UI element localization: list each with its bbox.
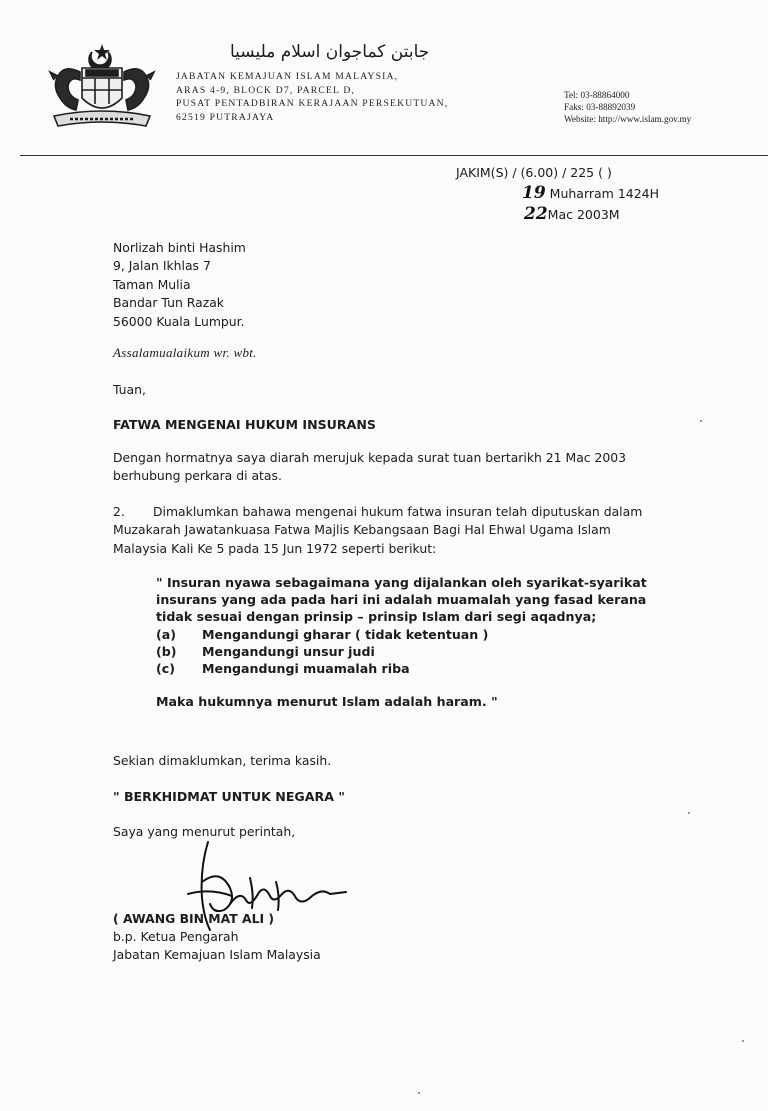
hijri-date: [456, 183, 659, 204]
signatory-block: [113, 910, 321, 965]
recipient-line: Norlizah binti Hashim: [113, 240, 246, 255]
letterhead-line: 62519 PUTRAJAYA: [176, 111, 275, 123]
quote-item: [156, 643, 660, 660]
scan-speck: [688, 812, 690, 814]
hijri-month-year: Muharram 1424H: [549, 186, 660, 201]
reference-block: [456, 163, 659, 225]
signatory-department: Jabatan Kemajuan Islam Malaysia: [113, 947, 321, 963]
gregorian-date: [456, 204, 659, 225]
quote-item: [156, 626, 660, 643]
coat-of-arms-logo: [40, 42, 164, 132]
recipient-address: [113, 239, 246, 331]
scan-speck: [700, 420, 702, 422]
quote-intro: " Insuran nyawa sebagaimana yang dijalankan oleh syarikat-syarikat insurans yang ada pada hari ini adalah muamalah yang fasad kerana tidak sesuai dengan prinsip – prinsip Islam dari segi aqadnya;: [156, 575, 647, 625]
motto: " BERKHIDMAT UNTUK NEGARA ": [113, 789, 345, 804]
subject-heading: FATWA MENGENAI HUKUM INSURANS: [113, 417, 376, 432]
letterhead-divider: [20, 155, 768, 156]
salutation: Tuan,: [113, 382, 146, 397]
recipient-line: 9, Jalan Ikhlas 7: [113, 258, 211, 274]
signatory-role: b.p. Ketua Pengarah: [113, 929, 239, 945]
paragraph-1: Dengan hormatnya saya diarah merujuk kepada surat tuan bertarikh 21 Mac 2003 berhubung perkara di atas.: [113, 450, 627, 484]
letterhead-address: [176, 70, 448, 124]
gregorian-day-handwritten: 22: [524, 204, 548, 224]
quote-item: [156, 660, 660, 677]
contact-fax: Faks: 03-88892039: [564, 102, 636, 112]
scan-speck: [742, 1040, 744, 1042]
letterhead-line: PUSAT PENTADBIRAN KERAJAAN PERSEKUTUAN,: [176, 98, 449, 109]
letterhead-line: JABATAN KEMAJUAN ISLAM MALAYSIA,: [176, 71, 399, 82]
paragraph-number: 2.: [113, 504, 125, 519]
paragraph-2: [113, 503, 663, 558]
hijri-day-handwritten: 19: [522, 183, 546, 203]
closing-line: Sekian dimaklumkan, terima kasih.: [113, 753, 332, 768]
letterhead-line: ARAS 4-9, BLOCK D7, PARCEL D,: [176, 84, 356, 96]
quote-conclusion: Maka hukumnya menurut Islam adalah haram. ": [156, 694, 498, 710]
item-text: Mengandungi gharar ( tidak ketentuan ): [202, 626, 489, 642]
file-number: JAKIM(S) / (6.00) / 225 ( ): [456, 165, 612, 180]
scan-speck: [418, 1092, 420, 1094]
item-label: (a): [156, 626, 177, 642]
greeting: Assalamualaikum wr. wbt.: [113, 345, 257, 360]
contact-tel: Tel: 03-88864000: [564, 90, 630, 100]
contact-website: Website: http://www.islam.gov.my: [564, 114, 692, 124]
letterhead-arabic-name: جابتن كماجوان اسلام مليسيا: [230, 42, 430, 62]
recipient-line: Bandar Tun Razak: [113, 295, 224, 311]
fatwa-quote: [156, 574, 660, 710]
gregorian-month-year: Mac 2003M: [547, 207, 620, 222]
paragraph-2-text: Dimaklumkan bahawa mengenai hukum fatwa insuran telah diputuskan dalam Muzakarah Jawatankuasa Fatwa Majlis Kebangsaan Bagi Hal Ehwal Ugama Islam Malaysia Kali Ke 5 pada 15 Jun 1972 seperti berikut:: [113, 504, 643, 556]
by-order-line: Saya yang menurut perintah,: [113, 824, 296, 839]
item-text: Mengandungi muamalah riba: [202, 661, 410, 677]
recipient-line: 56000 Kuala Lumpur.: [113, 313, 245, 329]
item-label: (c): [156, 661, 175, 677]
letterhead-contact: [564, 89, 691, 125]
item-text: Mengandungi unsur judi: [202, 643, 375, 659]
item-label: (b): [156, 643, 177, 659]
recipient-line: Taman Mulia: [113, 276, 191, 292]
signatory-name: ( AWANG BIN MAT ALI ): [113, 911, 275, 926]
